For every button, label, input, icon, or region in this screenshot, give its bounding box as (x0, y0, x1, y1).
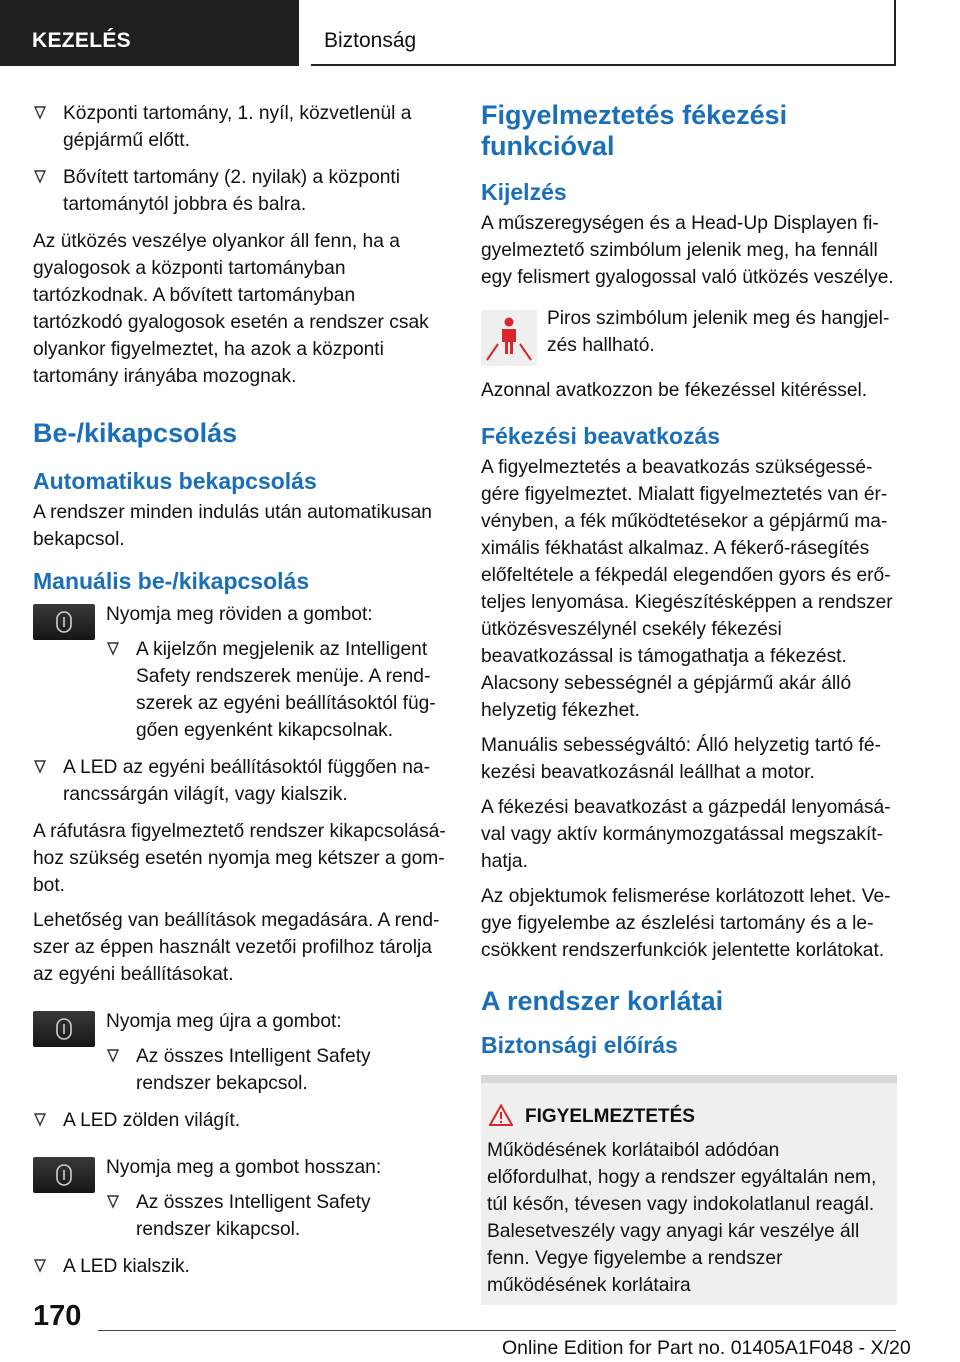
chapter-tab: KEZELÉS (0, 0, 299, 66)
list-item: Az összes Intelligent Safety rendszer kikapcsol. (106, 1189, 448, 1243)
section-title: Biztonság (311, 0, 896, 66)
paragraph: Azonnal avatkozzon be fékezéssel kitéréssel. (481, 380, 868, 401)
triangle-bullet-icon (33, 106, 47, 120)
heading-system-limits: A rendszer korlátai (481, 986, 724, 1016)
right-column (481, 100, 897, 1305)
warning-text: Működésének korlátaiból adódóan előfordulhat, hogy a rendszer egyáltalán nem, túl későn, tévesen vagy indokolatlanul reagál. Balesetveszély vagy anyagi kár veszélye áll fenn. Vegye figyelembe a rendszer működésének korlátaira (487, 1140, 877, 1296)
list-item: A LED kialszik. (33, 1253, 448, 1280)
left-column (33, 100, 448, 1290)
page-number: 170 (33, 1300, 82, 1332)
triangle-bullet-icon (106, 1049, 120, 1063)
safety-button-icon (33, 1157, 95, 1193)
heading-safety-note: Biztonsági előírás (481, 1032, 678, 1058)
triangle-bullet-icon (33, 1113, 47, 1127)
heading-manual-on-off: Manuális be-/kikapcsolás (33, 568, 310, 594)
heading-brake-intervention: Fékezési beavatkozás (481, 423, 721, 449)
button-instruction: Nyomja meg a gombot hosszan: Az összes Intelligent Safety rendszer kikapcsol. (33, 1154, 448, 1243)
warning-title: FIGYELMEZTETÉS (525, 1105, 889, 1129)
triangle-bullet-icon (106, 642, 120, 656)
footer-rule (98, 1330, 896, 1331)
paragraph: A figyelmeztetés a beavatkozás szükségességére figyelmeztet. Mialatt figyelmeztetés van érvényben, a fék működtetésekor a gépjármű maximális fékhatást alkalmaz. A fékerő-rásegítés előfeltétele a fékpedál elegendően gyors és erőteljes lenyomása. Kiegészítésképpen a rendszer ütközésveszélynél csekély fékezési beavatkozással is támogathatja a fékezést. Alacsony sebességnél a gépjármű akár álló helyzetig fékezhet. (481, 457, 893, 721)
safety-button-icon (33, 604, 95, 640)
heading-warning-braking: Figyelmeztetés fékezési funkcióval (481, 100, 788, 161)
paragraph: A műszeregységen és a Head-Up Displayen figyelmeztető szimbólum jelenik meg, ha fennáll egy felismert gyalogossal való ütközés veszélye. (481, 213, 894, 288)
triangle-bullet-icon (33, 170, 47, 184)
heading-auto-on: Automatikus bekapcsolás (33, 468, 317, 494)
list-item: A LED az egyéni beállításoktól függően narancssárgán világít, vagy kialszik. (33, 754, 448, 808)
triangle-bullet-icon (106, 1195, 120, 1209)
paragraph: A rendszer minden indulás után automatikusan bekapcsol. (33, 502, 432, 550)
list-item: Bővített tartomány (2. nyilak) a központi tartománytól jobbra és balra. (33, 164, 448, 218)
paragraph: A ráfutásra figyelmeztető rendszer kikapcsolásához szükség esetén nyomja meg kétszer a gombot. (33, 821, 446, 896)
symbol-description: Piros szimbólum jelenik meg és hangjelzés hallható. (481, 305, 897, 367)
safety-button-icon (33, 1011, 95, 1047)
pedestrian-warning-icon (481, 310, 537, 366)
warning-box (481, 1075, 897, 1305)
list-item: A kijelzőn megjelenik az Intelligent Safety rendszerek menüje. A rendszerek az egyéni beállításoktól függően egyenként kikapcsolnak. (106, 636, 448, 744)
heading-on-off: Be-/kikapcsolás (33, 418, 238, 448)
triangle-bullet-icon (33, 760, 47, 774)
page-header (0, 0, 960, 66)
paragraph: Lehetőség van beállítások megadására. A rendszer az éppen használt vezetői profilhoz tárolja az egyéni beállításokat. (33, 910, 440, 985)
paragraph: Az ütközés veszélye olyankor áll fenn, ha a gyalogosok a központi tartományban tartózkodnak. A bővített tartományban tartózkodó gyalogosok esetén a rendszer csak olyankor figyelmeztet, ha azok a központi tartomány irányába mozognak. (33, 231, 429, 387)
list-item: Az összes Intelligent Safety rendszer bekapcsol. (106, 1043, 448, 1097)
footer-edition: Online Edition for Part no. 01405A1F048 - X/20 (502, 1337, 911, 1359)
button-instruction: Nyomja meg újra a gombot: Az összes Intelligent Safety rendszer bekapcsol. (33, 1008, 448, 1097)
list-item: A LED zölden világít. (33, 1107, 448, 1134)
button-instruction: Nyomja meg röviden a gombot: A kijelzőn megjelenik az Intelligent Safety rendszerek menüje. A rendszerek az egyéni beállításoktól függően egyenként kikapcsolnak. (33, 601, 448, 744)
warning-triangle-icon (489, 1104, 513, 1126)
paragraph: Manuális sebességváltó: Álló helyzetig tartó fékezési beavatkozásnál leállhat a motor. (481, 735, 881, 783)
paragraph: Az objektumok felismerése korlátozott lehet. Vegye figyelembe az észlelési tartomány és a lecsökkent rendszerfunkciók jelentette korlátokat. (481, 886, 891, 961)
triangle-bullet-icon (33, 1259, 47, 1273)
paragraph: A fékezési beavatkozást a gázpedál lenyomásával vagy aktív kormánymozgatással megszakíthatja. (481, 797, 891, 872)
list-item: Központi tartomány, 1. nyíl, közvetlenül a gépjármű előtt. (33, 100, 448, 154)
heading-display: Kijelzés (481, 179, 567, 205)
